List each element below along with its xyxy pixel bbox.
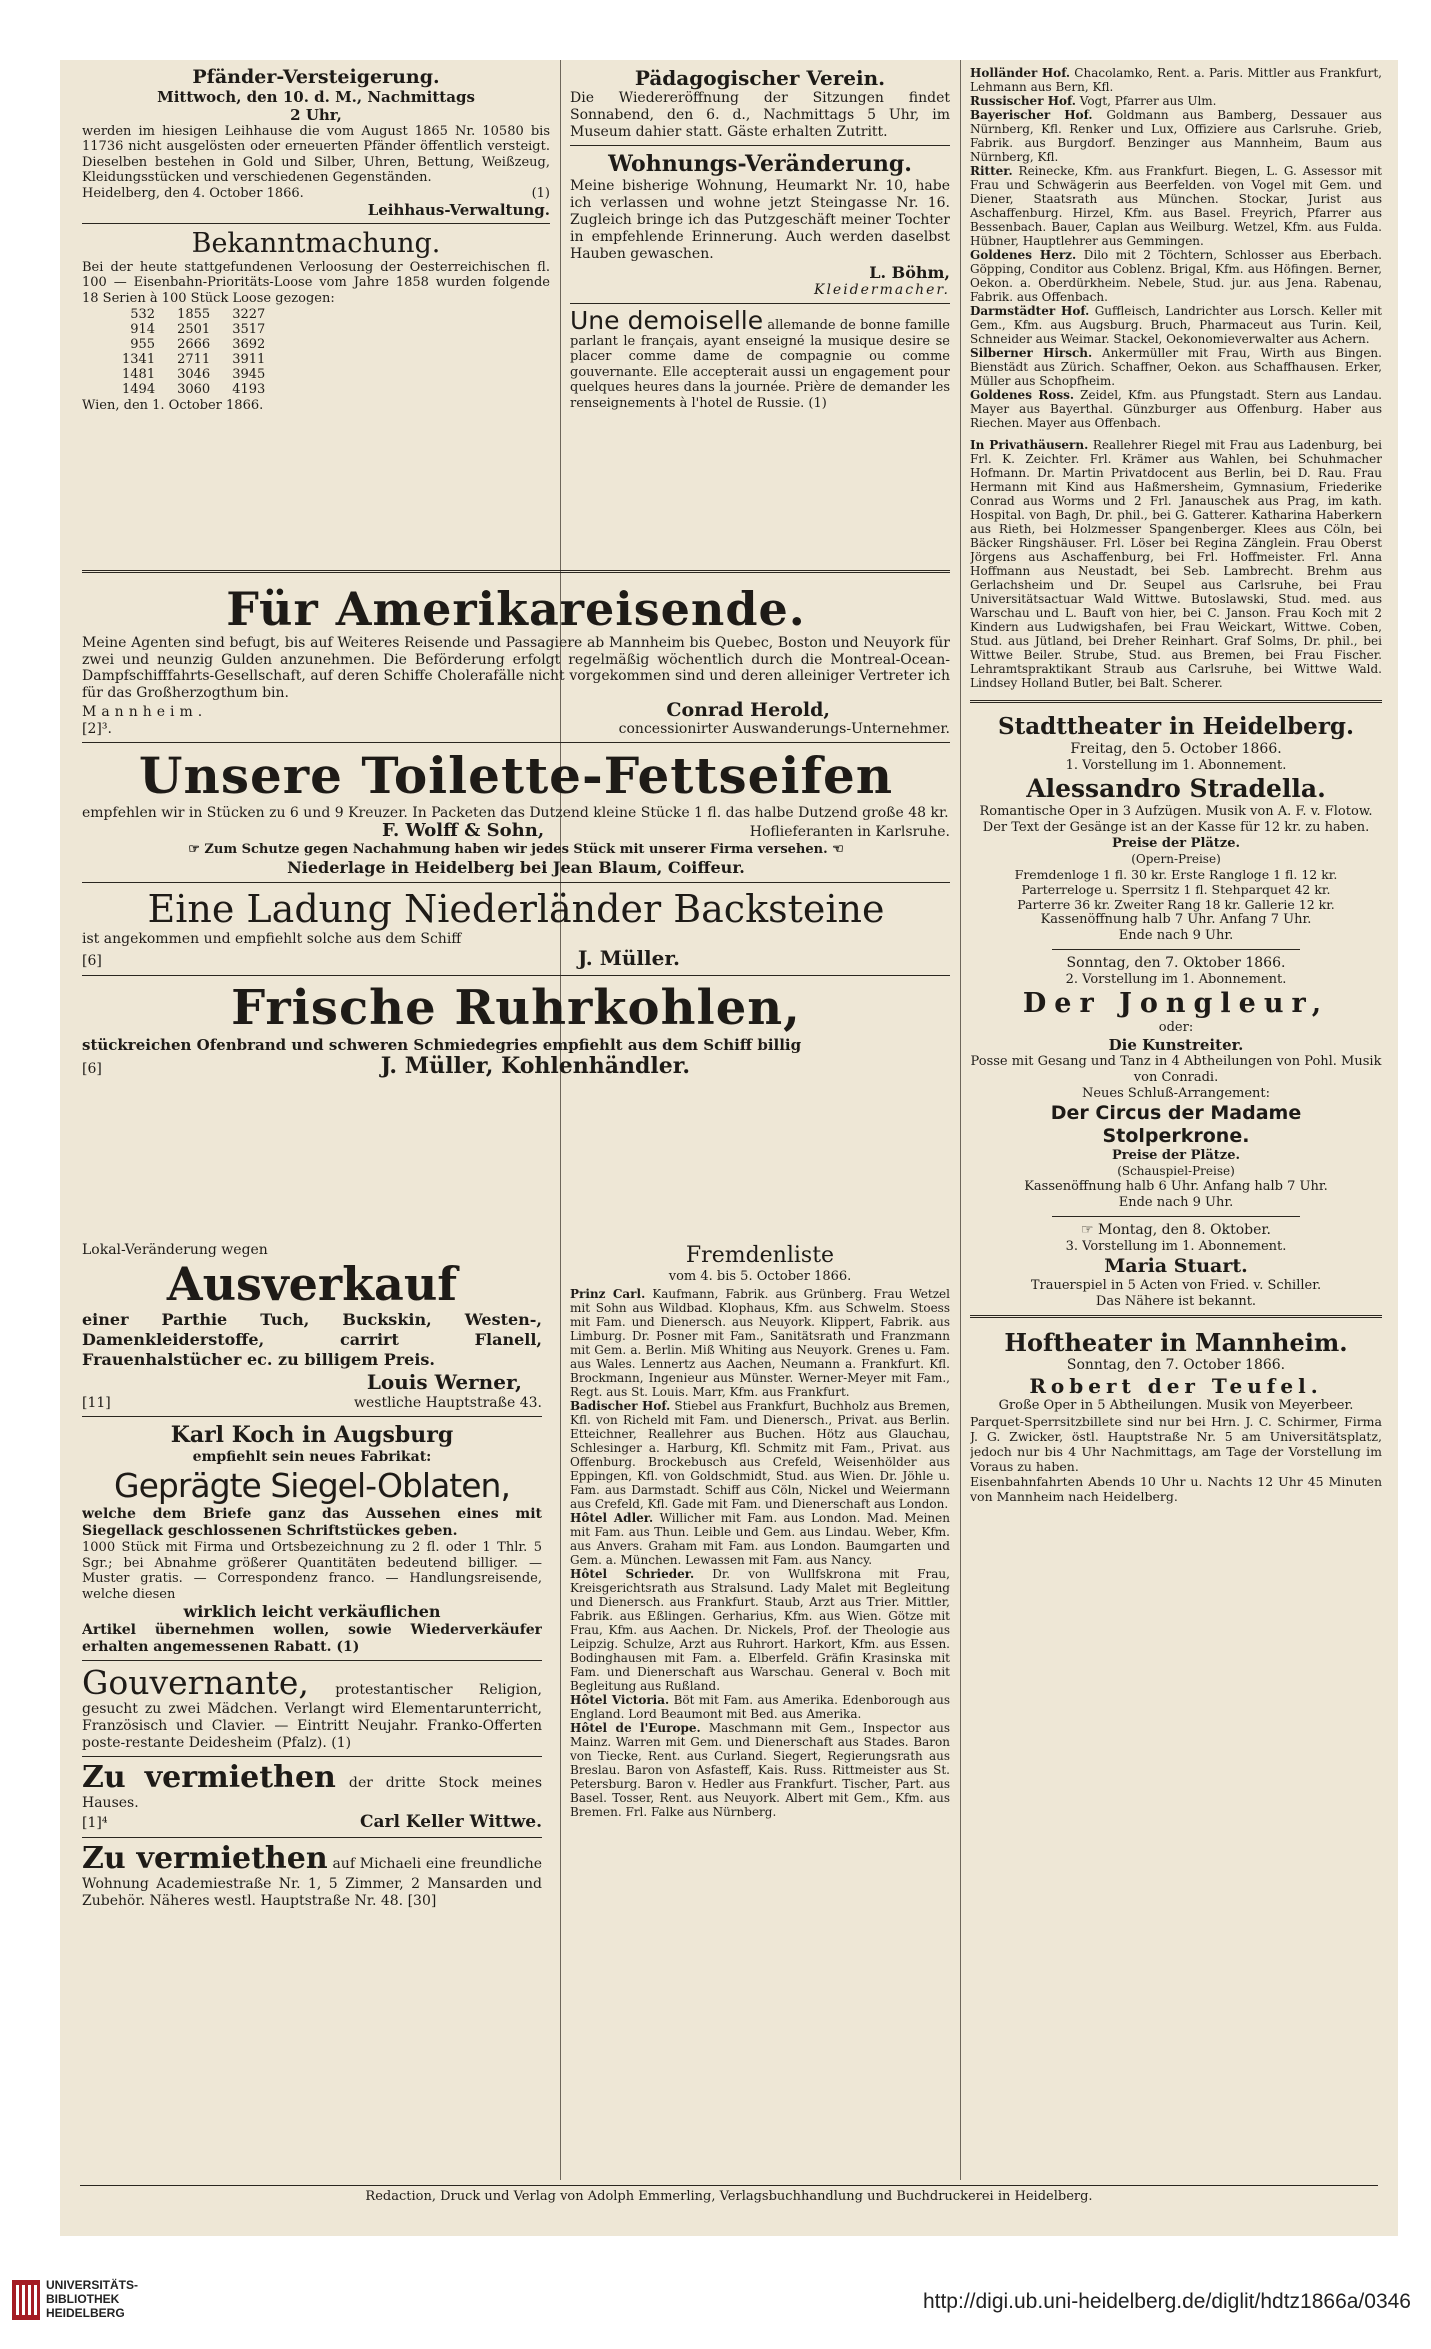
stadt-p2: Parterreloge u. Sperrsitz 1 fl. Stehparquet 42 kr.	[1021, 882, 1331, 897]
bekannt-title: Bekanntmachung.	[191, 228, 441, 260]
koch-title: Karl Koch in Augsburg	[170, 1422, 454, 1449]
divider	[570, 145, 950, 146]
demoiselle-ref: (1)	[808, 395, 827, 411]
imprint-footer	[60, 2185, 1398, 2204]
list-item	[970, 438, 1382, 690]
library-name	[46, 2278, 138, 2320]
koch-product: Geprägte Siegel-Oblaten,	[114, 1466, 510, 1506]
toilette-firm-row	[82, 822, 950, 841]
ausverkauf-ad	[82, 1243, 542, 1412]
backsteine-ref: [6]	[82, 953, 102, 969]
verm1-ref: [1]⁴	[82, 1815, 108, 1832]
table-cell: 2711	[177, 352, 211, 368]
bekannt-place: Wien, den 1. October 1866.	[82, 398, 264, 414]
table-cell: 532	[130, 307, 156, 323]
hotel-guests: Vogt, Pfarrer aus Ulm.	[1079, 94, 1217, 108]
toilette-firm-sub: Hoflieferanten in Karlsruhe.	[749, 824, 950, 840]
divider	[82, 1837, 542, 1838]
table-cell: 914	[130, 322, 156, 338]
bekannt-ad	[82, 228, 550, 414]
kohlen-sign: J. Müller, Kohlenhändler.	[380, 1053, 690, 1079]
hotel-guests: Guffleisch, Landrichter aus Lorsch. Keller mit Gem., Kfm. aus Augsburg. Bruch, Pharmaceut aus Turin. Keil, Schneider aus Weimar. Stackel, Oekonomieverwalter aus Achern.	[970, 304, 1382, 346]
column-2-bottom	[570, 1243, 950, 1819]
toilette-title: Unsere Toilette-Fettseifen	[138, 746, 894, 805]
backsteine-sign: J. Müller.	[577, 946, 680, 970]
hotel-guests: Goldmann aus Bamberg, Dessauer aus Nürnberg, Kfl. Renker und Lux, Offiziere aus Carlsruhe. Grieb, Fabrik. aus Burgdorf. Benzinger aus Mannheim, Baum aus Nürnberg, Kfl.	[970, 108, 1382, 164]
hotel-guests: Maschmann mit Gem., Inspector aus Mainz. Warren mit Gem. und Dienerschaft aus Stades. Baron von Tiecke, Rent. aus Curland. Siegert, Regierungsrath aus Breslau. Baron von Asfasteff, Kais. Russ. Rittmeister aus St. Petersburg. Baron v. Hedler aus Frankfurt. Tischer, Part. aus Basel. Tosser, Rent. aus Neuyork. Albert mit Gem., Kfm. aus Bremen. Frl. Falke aus Nürnberg.	[570, 1721, 950, 1819]
table-cell: 1855	[177, 307, 211, 323]
amerika-sign-row	[82, 701, 950, 721]
hotel-name: Goldenes Herz.	[970, 248, 1077, 262]
verm2-ref: [30]	[407, 1893, 437, 1910]
pfaender-body: werden im hiesigen Leihhause die vom August 1865 Nr. 10580 bis 11736 nicht ausgelösten oder erneuerten Pfänder öffentlich versteigt. Dieselben bestehen in Gold und Silber, Uhren, Bettung, Weißzeug, Kleidungsstücken und verschiedenen Gegenständen.	[82, 124, 550, 186]
hotel-name: Goldenes Ross.	[970, 388, 1075, 402]
divider	[1052, 1216, 1299, 1217]
stadt-v3: 3. Vorstellung im 1. Abonnement.	[1065, 1239, 1287, 1254]
amerika-sign: Conrad Herold,	[666, 699, 830, 721]
hoftheater-ad	[970, 1328, 1382, 1504]
hotel-guests: Chacolamko, Rent. a. Paris. Mittler aus Frankfurt, Lehmann aus Bern, Kfl.	[970, 66, 1382, 94]
list-item	[570, 1721, 950, 1819]
list-item	[970, 248, 1382, 304]
hof-robert: Robert der Teufel.	[1029, 1374, 1323, 1398]
toilette-ad	[82, 747, 950, 878]
koch-ref: (1)	[336, 1639, 360, 1656]
table-cell: 3517	[232, 322, 266, 338]
list-item	[570, 1693, 950, 1721]
divider	[82, 975, 950, 976]
divider	[570, 303, 950, 304]
table-cell: 1494	[122, 382, 156, 398]
verm1-body: der dritte Stock meines Hauses.	[82, 1775, 542, 1812]
divider	[82, 882, 950, 883]
stadt-maria: Maria Stuart.	[1104, 1255, 1248, 1277]
table-row	[122, 367, 287, 382]
verm2-ad	[82, 1842, 542, 1910]
hotel-guests: Dilo mit 2 Töchtern, Schlosser aus Eberbach. Göpping, Conditor aus Coblenz. Brigal, Kfm. aus Höfingen. Berner, Oekon. a. Oberdürkheim. Nebele, Stud. jur. aus Jena. Rabenau, Fabrik. aus Offenbach.	[970, 248, 1382, 304]
kohlen-body: stückreichen Ofenbrand und schweren Schmiedegries empfiehlt aus dem Schiff billig	[82, 1036, 802, 1054]
hotel-name: Prinz Carl.	[570, 1287, 646, 1301]
amerika-ref: [2]³.	[82, 721, 112, 737]
stadt-preise: Preise der Plätze.	[1111, 836, 1240, 851]
demoiselle-lead: Une demoiselle	[570, 306, 764, 335]
hotel-name: Hôtel Schrieder.	[570, 1567, 695, 1581]
stadt-posse: Posse mit Gesang und Tanz in 4 Abtheilungen von Pohl. Musik von Conradi.	[970, 1054, 1382, 1085]
hof-oper: Große Oper in 5 Abtheilungen. Musik von Meyerbeer.	[998, 1398, 1354, 1413]
ausverkauf-addr-row	[82, 1394, 542, 1412]
stadt-texte: Der Text der Gesänge ist an der Kasse für 12 kr. zu haben.	[982, 820, 1370, 835]
library-line1: UNIVERSITÄTS-	[46, 2278, 139, 2292]
library-logo-icon	[12, 2280, 40, 2320]
list-item	[570, 1287, 950, 1399]
koch-sub: empfiehlt sein neues Fabrikat:	[192, 1449, 432, 1466]
wohnung-trade: Kleidermacher.	[813, 282, 950, 298]
table-row	[122, 337, 287, 352]
library-line3: HEIDELBERG	[46, 2306, 125, 2320]
hotel-name: Hôtel Adler.	[570, 1511, 654, 1525]
list-item	[970, 304, 1382, 346]
divider	[970, 700, 1382, 708]
pfaender-place: Heidelberg, den 4. October 1866.	[82, 185, 304, 201]
lot-table	[122, 307, 287, 397]
table-cell: 4193	[232, 382, 266, 398]
divider	[1052, 949, 1299, 950]
list-item	[970, 94, 1382, 108]
toilette-depot: Niederlage in Heidelberg bei Jean Blaum, Coiffeur.	[287, 858, 745, 877]
verm1-sign-row	[82, 1812, 542, 1833]
divider	[82, 1416, 542, 1417]
divider	[82, 1660, 542, 1661]
verm1-ad	[82, 1761, 542, 1833]
hof-eisen: Eisenbahnfahrten Abends 10 Uhr u. Nachts 12 Uhr 45 Minuten von Mannheim nach Heidelberg.	[970, 1474, 1382, 1504]
column-2-top	[570, 66, 950, 413]
stadttheater-ad	[970, 713, 1382, 1310]
stadt-trauer: Trauerspiel in 5 Acten von Fried. v. Schiller.	[1030, 1278, 1322, 1293]
column-rule	[960, 60, 961, 2180]
toilette-note: ☞ Zum Schutze gegen Nachahmung haben wir jedes Stück mit unserer Firma versehen. ☜	[188, 842, 844, 857]
list-item	[970, 388, 1382, 430]
hotel-name: Ritter.	[970, 164, 1013, 178]
ausverkauf-pre: Lokal-Veränderung wegen	[82, 1243, 268, 1258]
gouvernante-title: Gouvernante,	[82, 1663, 309, 1703]
hotel-guests: Ankermüller mit Frau, Wirth aus Bingen. Bienstädt aus Zürich. Schaffner, Oekon. aus Schaffhausen. Erker, Müller aus Schopfheim.	[970, 346, 1382, 388]
list-item	[970, 346, 1382, 388]
koch-body2: 1000 Stück mit Firma und Ortsbezeichnung zu 2 fl. oder 1 Thlr. 5 Sgr.; bei Abnahme größerer Quantitäten bedeutend billiger. — Muster gratis. — Correspondenz franco. — Handlungsreisende, welche diesen	[82, 1540, 542, 1602]
list-item	[570, 1511, 950, 1567]
newspaper-page	[60, 60, 1398, 2236]
pfaender-ref: (1)	[531, 185, 550, 201]
stadt-d1: Freitag, den 5. October 1866.	[1070, 741, 1282, 757]
stadt-oder: oder:	[1158, 1020, 1194, 1035]
table-cell: 3060	[177, 382, 211, 398]
hotel-name: Badischer Hof.	[570, 1399, 671, 1413]
imprint-text: Redaction, Druck und Verlag von Adolph Emmerling, Verlagsbuchhandlung und Buchdruckerei in Heidelberg.	[365, 2189, 1093, 2204]
table-cell: 2666	[177, 337, 211, 353]
hof-parquet: Parquet-Sperrsitzbillete sind nur bei Hrn. J. C. Schirmer, Firma J. G. Zwicker, östl. Hauptstraße Nr. 5 am Universitätsplatz, jedoch nur bis 4 Uhr Nachmittags, am Tage der Vorstellung im Voraus zu haben.	[970, 1414, 1382, 1474]
table-cell: 2501	[177, 322, 211, 338]
pfaender-place-row	[82, 186, 550, 201]
stadt-ende: Ende nach 9 Uhr.	[1118, 928, 1234, 943]
stadt-naeh: Das Nähere ist bekannt.	[1095, 1294, 1257, 1309]
column-rule	[560, 60, 561, 2180]
koch-ad	[82, 1421, 542, 1656]
hotel-guests: Willicher mit Fam. aus London. Mad. Meinen mit Fam. aus Thun. Leible und Gem. aus Lindau. Weber, Kfm. aus Anvers. Graham mit Fam. aus London. Baumgarten und Gem. a. München. Lewassen mit Fam. aus Nancy.	[570, 1511, 950, 1567]
divider	[82, 742, 950, 743]
wohnung-ad	[570, 150, 950, 299]
hotel-name: Russischer Hof.	[970, 94, 1076, 108]
stadt-preise-sub: (Opern-Preise)	[1131, 852, 1221, 866]
divider	[82, 223, 550, 224]
pfaender-sign: Leihhaus-Verwaltung.	[367, 201, 550, 220]
hotel-name: Hôtel de l'Europe.	[570, 1721, 701, 1735]
divider	[970, 1315, 1382, 1323]
hotel-name: In Privathäusern.	[970, 438, 1089, 452]
pfaender-title: Pfänder-Versteigerung.	[192, 66, 440, 88]
backsteine-ad	[82, 887, 950, 971]
column-1-bottom	[82, 1243, 542, 1912]
stadt-d2: Sonntag, den 7. Oktober 1866.	[1066, 955, 1286, 971]
table-row	[122, 382, 287, 397]
amerika-body: Meine Agenten sind befugt, bis auf Weiteres Reisende und Passagiere ab Mannheim bis Quebec, Boston und Neuyork für zwei und neunzig Gulden anzunehmen. Die Beförderung erfolgt regelmäßig wöchentlich durch die Montreal-Ocean-Dampfschifffahrts-Gesellschaft, auf deren Schiffe Cholerafälle nicht vorgekommen sind und deren alleiniger Vertreter ich für das Großherzogthum bin.	[82, 635, 950, 701]
table-cell: 1481	[122, 367, 156, 383]
gouvernante-ad	[82, 1665, 542, 1752]
stadt-kunst: Die Kunstreiter.	[1108, 1036, 1244, 1054]
source-url[interactable]: http://digi.ub.uni-heidelberg.de/diglit/hdtz1866a/0346	[922, 2290, 1411, 2313]
stadt-opera-sub: Romantische Oper in 3 Aufzügen. Musik von A. F. v. Flotow.	[979, 804, 1373, 819]
stadt-open: Kassenöffnung halb 7 Uhr. Anfang 7 Uhr.	[1040, 912, 1312, 927]
kohlen-sign-row	[82, 1054, 950, 1081]
koch-body1: welche dem Briefe ganz das Aussehen eines mit Siegellack geschlossenen Schriftstückes geben.	[82, 1506, 542, 1540]
backsteine-body: ist angekommen und empfiehlt solche aus dem Schiff	[82, 931, 462, 947]
hof-d1: Sonntag, den 7. October 1866.	[1066, 1357, 1286, 1373]
amerika-place: Mannheim.	[82, 704, 208, 720]
koch-easy: wirklich leicht verkäuflichen	[183, 1602, 441, 1622]
verm2-title: Zu vermiethen	[82, 1841, 328, 1877]
wide-ads	[82, 565, 950, 1083]
stadt-d3: ☞ Montag, den 8. Oktober.	[1080, 1222, 1271, 1238]
backsteine-title: Eine Ladung Niederländer Backsteine	[147, 887, 885, 931]
stadt-neues: Neues Schluß-Arrangement:	[1081, 1086, 1271, 1101]
wohnung-title: Wohnungs-Veränderung.	[608, 151, 912, 177]
table-row	[122, 352, 287, 367]
backsteine-sign-row	[82, 948, 950, 971]
demoiselle-ad	[570, 308, 950, 411]
wohnung-body: Meine bisherige Wohnung, Heumarkt Nr. 10, habe ich verlassen und wohne jetzt Steingasse Nr. 16. Zugleich bringe ich das Putzgeschäft meiner Tochter in empfehlende Erinnerung. Auch werden daselbst Hauben gewaschen.	[570, 178, 950, 262]
verm1-title: Zu vermiethen	[82, 1760, 336, 1796]
bekannt-body: Bei der heute stattgefundenen Verloosung der Oesterreichischen fl. 100 — Eisenbahn-Prioritäts-Loose vom Jahre 1858 wurden folgende 18 Serien à 100 Stück Loose gezogen:	[82, 260, 550, 306]
column-1-top	[82, 66, 550, 416]
hotel-name: Hôtel Victoria.	[570, 1693, 670, 1707]
table-row	[122, 307, 287, 322]
stadt-ende2: Ende nach 9 Uhr.	[1118, 1195, 1234, 1210]
hotel-guests: Dr. von Wullfskrona mit Frau, Kreisgerichtsrath aus Stralsund. Lady Malet mit Begleitung und Dienersch. aus Frankfurt. Staub, Arzt aus Trier. Mittler, Fabrik. aus Eßlingen. Gerharius, Kfm. aus Wien. Götze mit Frau, Kfm. aus Aachen. Dr. Nickels, Prof. der Theologie aus Leipzig. Schulze, Arzt aus Ruhrort. Harkort, Kfm. aus Essen. Bodinghausen mit Fam. a. Elberfeld. Gräfin Krasinska mit Fam. und Dienerschaft aus Warschau. General v. Boch mit Begleitung aus Rußland.	[570, 1567, 950, 1693]
stadt-circus2: Stolperkrone.	[1102, 1125, 1250, 1147]
ausverkauf-title: Ausverkauf	[166, 1257, 458, 1312]
divider	[80, 2185, 1378, 2186]
wohnung-sign: L. Böhm,	[869, 263, 950, 282]
stadt-jongleur: Der Jongleur,	[1022, 988, 1330, 1019]
stadt-v1: 1. Vorstellung im 1. Abonnement.	[1065, 758, 1287, 773]
pfaender-ad	[82, 66, 550, 219]
koch-end: Artikel übernehmen wollen, sowie Wiederverkäufer erhalten angemessenen Rabatt.	[82, 1622, 542, 1656]
toilette-firm: F. Wolff & Sohn,	[382, 820, 545, 841]
hotel-name: Holländer Hof.	[970, 66, 1071, 80]
stadt-p1: Fremdenloge 1 fl. 30 kr. Erste Rangloge 1 fl. 12 kr.	[1014, 867, 1338, 882]
table-cell: 3046	[177, 367, 211, 383]
amerika-title: Für Amerikareisende.	[226, 582, 806, 636]
fremden-date: vom 4. bis 5. October 1866.	[668, 1269, 852, 1284]
paed-ad	[570, 66, 950, 141]
stadt-title: Stadttheater in Heidelberg.	[997, 713, 1355, 740]
toilette-body: empfehlen wir in Stücken zu 6 und 9 Kreuzer. In Packeten das Dutzend kleine Stücke 1 fl. das halbe Dutzend große 48 kr.	[82, 805, 949, 821]
table-row	[122, 322, 287, 337]
kohlen-title: Frische Ruhrkohlen,	[231, 980, 801, 1036]
ausverkauf-addr: westliche Hauptstraße 43.	[354, 1395, 542, 1412]
hotel-guests: Stiebel aus Frankfurt, Buchholz aus Bremen, Kfl. von Richeld mit Fam. und Dienersch., Privat. aus Berlin. Etteichner, Reallehrer aus Buchen. Hötz aus Glauchau, Schlesinger a. Harburg, Kfl. Schmitz mit Fam., Privat. aus Offenburg. Brockebusch aus Crefeld, Weisenhölder aus Eppingen, Kfl. von Goldschmidt, Stud. aus Wien. Dr. Jöhle u. Fam. aus Darmstadt. Schiff aus Cöln, Nickel und Weiermann aus Crefeld, Kfl. Gade mit Fam. und Dienerschaft aus London.	[570, 1399, 950, 1511]
hotel-name: Silberner Hirsch.	[970, 346, 1093, 360]
hof-title: Hoftheater in Mannheim.	[1004, 1328, 1348, 1357]
column-3	[970, 66, 1382, 1504]
gouvernante-ref: (1)	[331, 1735, 352, 1752]
divider	[82, 570, 950, 578]
table-cell: 1341	[122, 352, 156, 368]
table-cell: 3911	[232, 352, 266, 368]
hotel-guests: Böt mit Fam. aus Amerika. Edenborough aus England. Lord Beaumont mit Bed. aus Amerika.	[570, 1693, 950, 1721]
stadt-circus1: Der Circus der Madame	[1050, 1102, 1302, 1124]
hotel-guests: Reinecke, Kfm. aus Frankfurt. Biegen, L. G. Assessor mit Frau und Schwägerin aus Beerfelden. von Vogel mit Gem. und Diener, Staatsrath aus München. Stockar, Jurist aus Aschaffenburg. Hirzel, Kfm. aus Basel. Freyrich, Pfarrer aus Bessenbach. Bauer, Caplan aus Weilburg. Wetzel, Kfm. aus Fulda. Hübner, Hauptlehrer aus Gemmingen.	[970, 164, 1382, 248]
stadt-open2: Kassenöffnung halb 6 Uhr. Anfang halb 7 Uhr.	[1024, 1179, 1328, 1194]
stadt-p3: Parterre 36 kr. Zweiter Rang 18 kr. Gallerie 12 kr.	[1017, 897, 1335, 912]
list-item	[970, 108, 1382, 164]
hotel-name: Bayerischer Hof.	[970, 108, 1093, 122]
library-bar	[0, 2252, 1431, 2349]
divider	[82, 1756, 542, 1757]
list-item	[570, 1567, 950, 1693]
list-item	[970, 66, 1382, 94]
ausverkauf-name: Louis Werner,	[366, 1370, 522, 1395]
hotel-guests: Reallehrer Riegel mit Frau aus Ladenburg, bei Frl. K. Zeichter. Frl. Krämer aus Wahlen, bei Schuhmacher Hofmann. Dr. Martin Privatdocent aus Berlin, bei D. Rau. Frau Hermann mit Kind aus Haßmersheim, Gymnasium, Friederike Conrad aus Worms und 2 Frl. Janauschek aus Prag, im kath. Hospital. von Bagh, Dr. phil., bei G. Gatterer. Katharina Haberkern aus Rieth, bei Holzmesser Spangenberger. Klees aus Cöln, bei Bäcker Ringshäuser. Frl. Löser bei Regina Zänglein. Frau Oberst Jörgens aus Aschaffenburg, bei Frl. Hoffmeister. Frl. Anna Hoffmann aus Neustadt, bei Seb. Lambrecht. Brehm aus Gerlachsheim und Dr. Seupel aus Carlsruhe, bei Frau Universitätsactuar Wald Wittwe. Butoslawski, Stud. med. aus Warschau und L. Bauft von hier, bei C. Janson. Frau Koch mit 2 Kindern aus Ludwigshafen, bei Frau Weickart, Wittwe. Coben, Stud. aus Jütland, bei Dreher Reinhart. Graf Solms, Dr. phil., bei Wittwe Beiler. Strube, Stud. aus Bremen, bei Frau Fischer. Lehramtspraktikant Straub aus Carlsruhe, bei Wittwe Wald. Lindsey Holland Butler, bei Balt. Scherer.	[970, 438, 1382, 690]
table-cell: 3692	[232, 337, 266, 353]
ausverkauf-ref: [11]	[82, 1395, 111, 1412]
amerika-sub-row	[82, 721, 950, 738]
pfaender-time: 2 Uhr,	[290, 106, 342, 124]
stadt-v2: 2. Vorstellung im 1. Abonnement.	[1065, 972, 1287, 987]
stadt-preise2: Preise der Plätze.	[1111, 1148, 1240, 1163]
verm2-body: auf Michaeli eine freundliche Wohnung Academiestraße Nr. 1, 5 Zimmer, 2 Mansarden und Zubehör. Näheres westl. Hauptstraße Nr. 48.	[82, 1856, 542, 1910]
hotel-name: Darmstädter Hof.	[970, 304, 1090, 318]
table-cell: 3945	[232, 367, 266, 383]
kohlen-ad	[82, 980, 950, 1081]
stadt-opera: Alessandro Stradella.	[1026, 774, 1326, 803]
library-line2: BIBLIOTHEK	[46, 2292, 120, 2306]
hotel-guests: Kaufmann, Fabrik. aus Grünberg. Frau Wetzel mit Sohn aus Wildbad. Klophaus, Kfm. aus Schwelm. Stoess mit Fam. und Dienersch. aus Neuyork. Klippert, Fabrik. aus Limburg. Dr. Posner mit Fam., Sanitätsrath und Franzmann mit Gem. a. Berlin. Miß Whiting aus Neuyork. Grenes u. Fam. aus Wales. Lennertz aus Aachen, Neumann a. Frankfurt. Kfl. Brockmann, Ingenieur aus Münster. Werner-Meyer mit Fam., Regt. aus St. Louis. Marr, Kfm. aus Frankfurt.	[570, 1287, 950, 1399]
ausverkauf-body: einer Parthie Tuch, Buckskin, Westen-, Damenkleiderstoffe, carrirt Flanell, Frauenhalstücher ec. zu billigem Preis.	[82, 1310, 542, 1370]
hotel-guests: Zeidel, Kfm. aus Pfungstadt. Stern aus Landau. Mayer aus Bayerthal. Günzburger aus Offenburg. Haber aus Riechen. Mayer aus Offenbach.	[970, 388, 1382, 430]
amerika-sub: concessionirter Auswanderungs-Unternehmer.	[618, 721, 950, 737]
demoiselle-body: allemande de bonne famille parlant le français, ayant enseigné la musique desire se placer comme dame de compagnie ou comme gouvernante. Elle accepterait aussi un engagement pour quelques heures dans la journée. Prière de demander les renseignements à l'hotel de Russie.	[570, 318, 950, 411]
fremden-title: Fremdenliste	[685, 1243, 835, 1268]
amerika-ad	[82, 583, 950, 738]
paed-body: Die Wiedereröffnung der Sitzungen findet Sonnabend, den 6. d., Nachmittags 5 Uhr, im Museum dahier statt. Gäste erhalten Zutritt.	[570, 90, 950, 140]
table-cell: 3227	[232, 307, 266, 323]
verm1-sign: Carl Keller Wittwe.	[359, 1812, 542, 1833]
table-cell: 955	[130, 337, 156, 353]
kohlen-ref: [6]	[82, 1061, 102, 1077]
list-item	[570, 1399, 950, 1511]
stadt-preise2-sub: (Schauspiel-Preise)	[1117, 1164, 1235, 1178]
paed-title: Pädagogischer Verein.	[634, 66, 886, 90]
gouvernante-body: protestantischer Religion, gesucht zu zwei Mädchen. Verlangt wird Elementarunterricht, Französisch und Clavier. — Eintritt Neujahr. Franko-Offerten poste-restante Deidesheim (Pfalz).	[82, 1682, 542, 1752]
list-item	[970, 164, 1382, 248]
pfaender-date: Mittwoch, den 10. d. M., Nachmittags	[157, 88, 475, 106]
